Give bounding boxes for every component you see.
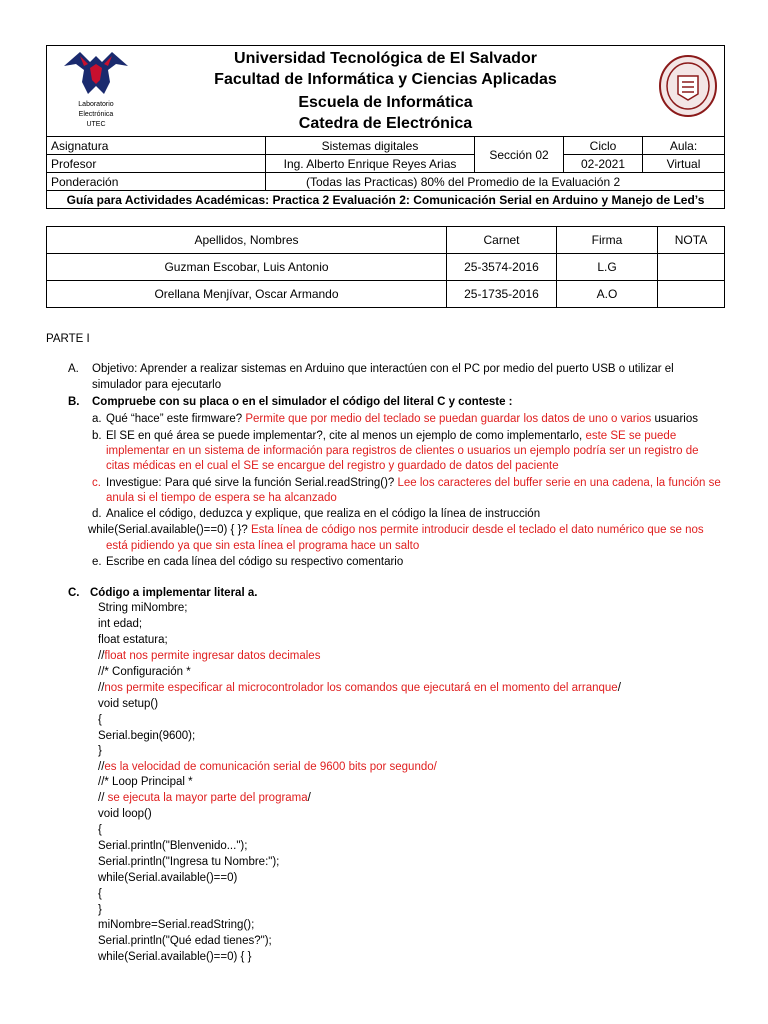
- code-line: int edad;: [98, 618, 143, 630]
- code-line: {: [98, 824, 102, 836]
- item-a-letter: A.: [68, 363, 79, 375]
- question-e-letter: e.: [92, 556, 102, 568]
- students-table: [46, 226, 725, 308]
- code-line: {: [98, 888, 102, 900]
- item-b-text: Compruebe con su placa o en el simulador el código del literal C y conteste :: [92, 396, 513, 408]
- answer-a: Permite que por medio del teclado se puedan guardar los datos de uno o varios: [245, 413, 652, 425]
- seccion: Sección 02: [475, 137, 564, 173]
- answer-c-2: anula si el tiempo de espera se ha alcanzado: [106, 492, 337, 504]
- university-name: Universidad Tecnológica de El Salvador: [234, 50, 537, 67]
- code-line: miNombre=Serial.readString();: [98, 919, 255, 931]
- parte-heading: PARTE I: [46, 333, 90, 345]
- code-line: //* Configuración *: [98, 666, 191, 678]
- question-e-text: Escribe en cada línea del código su respectivo comentario: [106, 556, 404, 568]
- lab-line3: UTEC: [86, 121, 106, 128]
- question-c: [106, 477, 721, 489]
- question-b-letter: b.: [92, 430, 102, 442]
- question-c-text: Investigue: Para qué sirve la función Serial.readString()?: [106, 477, 395, 489]
- col-header-firma: Firma: [557, 227, 658, 254]
- code-line: void setup(): [98, 698, 159, 710]
- title-block: [47, 46, 724, 136]
- answer-b-1: este SE se puede: [585, 430, 677, 442]
- guia-title: Guía para Actividades Académicas: Practica 2 Evaluación 2: Comunicación Serial en Arduino y Manejo de Led’s: [47, 191, 725, 209]
- comment-marker: //: [98, 682, 105, 694]
- student-name: Guzman Escobar, Luis Antonio: [47, 254, 447, 281]
- answer-d-1: Esta línea de código nos permite introducir desde el teclado el dato numérico que se nos: [251, 524, 704, 536]
- code-line: while(Serial.available()==0) { }: [98, 951, 252, 963]
- student-carnet: 25-1735-2016: [447, 281, 557, 308]
- table-row: [47, 254, 725, 281]
- comment-end: /: [617, 682, 621, 694]
- section-c-letter: C.: [68, 587, 80, 599]
- question-d-line: [88, 524, 704, 536]
- code-line: {: [98, 714, 102, 726]
- code-line: Serial.begin(9600);: [98, 730, 196, 742]
- asignatura-value: Sistemas digitales: [266, 137, 475, 155]
- code-line: }: [98, 904, 102, 916]
- col-header-nota: NOTA: [658, 227, 725, 254]
- question-a-text: Qué “hace” este firmware?: [106, 413, 243, 425]
- aula-label: Aula:: [643, 137, 725, 155]
- item-a-text1: Objetivo: Aprender a realizar sistemas en Arduino que interactúen con el PC por medio del puerto USB o utilizar el: [92, 363, 674, 375]
- code-line: void loop(): [98, 808, 152, 820]
- university-seal: [658, 54, 718, 118]
- profesor-value: Ing. Alberto Enrique Reyes Arias: [266, 155, 475, 173]
- comment-text: se ejecuta la mayor parte del programa: [104, 792, 308, 804]
- ciclo-label: Ciclo: [564, 137, 643, 155]
- question-c-letter: c.: [92, 477, 101, 489]
- ponderacion-label: Ponderación: [47, 173, 266, 191]
- code-line: while(Serial.available()==0): [98, 872, 238, 884]
- code-comment-line: [98, 792, 311, 804]
- lab-line2: Electrónica: [78, 111, 114, 118]
- code-line: Serial.println("Blenvenido...");: [98, 840, 248, 852]
- code-line: String miNombre;: [98, 602, 188, 614]
- ponderacion-value: (Todas las Practicas) 80% del Promedio de la Evaluación 2: [266, 173, 725, 191]
- student-firma: A.O: [557, 281, 658, 308]
- comment-marker: //: [98, 650, 105, 662]
- lab-label: [60, 100, 132, 130]
- col-header-name: Apellidos, Nombres: [47, 227, 447, 254]
- student-name: Orellana Menjívar, Oscar Armando: [47, 281, 447, 308]
- question-d-code: while(Serial.available()==0) { }?: [88, 524, 248, 536]
- student-nota: [658, 281, 725, 308]
- question-a: [106, 413, 698, 425]
- answer-b-3: citas médicas en el cual el SE se encargue del registro y guardado de datos del paciente: [106, 460, 559, 472]
- question-d-letter: d.: [92, 508, 102, 520]
- chair-name: Catedra de Electrónica: [298, 115, 473, 132]
- student-firma: L.G: [557, 254, 658, 281]
- code-line: Serial.println("Qué edad tienes?");: [98, 935, 272, 947]
- question-a-letter: a.: [92, 413, 102, 425]
- question-b-text: El SE en qué área se puede implementar?, cite al menos un ejemplo de como implementarlo,: [106, 430, 583, 442]
- seal-icon: [658, 54, 718, 118]
- code-line: //* Loop Principal *: [98, 776, 193, 788]
- aula-value: Virtual: [643, 155, 725, 173]
- code-comment-line: [98, 682, 621, 694]
- comment-end: /: [307, 792, 311, 804]
- answer-b-2: implementar en un sistema de información para registros de clientes o usuarios un ejemplo podría ser un registro de: [106, 445, 699, 457]
- code-line: Serial.println("Ingresa tu Nombre:");: [98, 856, 280, 868]
- question-d-text: Analice el código, deduzca y explique, que realiza en el código la línea de instrucción: [106, 508, 541, 520]
- eagle-icon: [60, 48, 132, 100]
- asignatura-label: Asignatura: [47, 137, 266, 155]
- comment-text: float nos permite ingresar datos decimales: [104, 650, 321, 662]
- answer-d-2: está pidiendo ya que sin esta línea el programa hace un salto: [106, 540, 420, 552]
- student-nota: [658, 254, 725, 281]
- section-c-title: Código a implementar literal a.: [90, 587, 258, 599]
- code-comment-line: [98, 650, 320, 662]
- school-name: Escuela de Informática: [298, 94, 473, 111]
- answer-c-1: Lee los caracteres del buffer serie en una cadena, la función se: [397, 477, 721, 489]
- col-header-carnet: Carnet: [447, 227, 557, 254]
- comment-text: nos permite especificar al microcontrolador los comandos que ejecutará en el momento del arranque: [104, 682, 618, 694]
- question-b: [106, 430, 676, 442]
- eagle-logo: [60, 48, 132, 100]
- code-line: float estatura;: [98, 634, 168, 646]
- code-comment-line: [98, 761, 437, 773]
- ciclo-value: 02-2021: [564, 155, 643, 173]
- code-line: }: [98, 745, 102, 757]
- comment-marker: //: [98, 761, 105, 773]
- comment-marker: //: [98, 792, 105, 804]
- table-row: [47, 281, 725, 308]
- question-a-end: usuarios: [654, 413, 698, 425]
- student-carnet: 25-3574-2016: [447, 254, 557, 281]
- item-b-letter: B.: [68, 396, 80, 408]
- lab-line1: Laboratorio: [78, 101, 114, 108]
- profesor-label: Profesor: [47, 155, 266, 173]
- item-a-text2: simulador para ejecutarlo: [92, 379, 222, 391]
- comment-text: es la velocidad de comunicación serial de 9600 bits por segundo/: [104, 761, 437, 773]
- faculty-name: Facultad de Informática y Ciencias Aplicadas: [214, 71, 557, 88]
